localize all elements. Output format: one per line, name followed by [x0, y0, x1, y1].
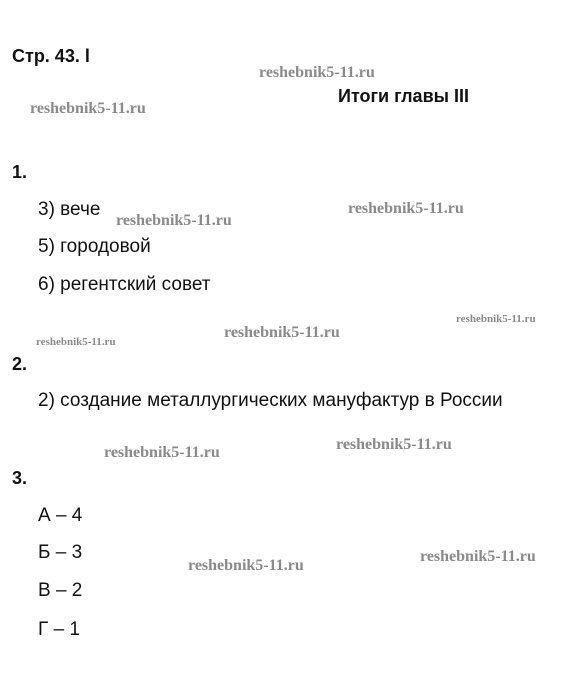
watermark: reshebnik5-11.ru [420, 548, 536, 565]
watermark: reshebnik5-11.ru [259, 64, 375, 81]
watermark: reshebnik5-11.ru [456, 313, 536, 325]
answer-3-4: Г – 1 [38, 619, 80, 640]
answer-3-1: А – 4 [38, 505, 83, 526]
question-number-1: 1. [12, 162, 28, 182]
chapter-title: Итоги главы III [338, 86, 470, 106]
watermark: reshebnik5-11.ru [336, 436, 452, 453]
answer-2-1: 2) создание металлургических мануфактур в России [38, 390, 503, 411]
page-reference: Стр. 43. l [12, 46, 90, 66]
answer-3-3: В – 2 [38, 580, 83, 601]
question-number-3: 3. [12, 468, 28, 488]
question-number-2: 2. [12, 354, 28, 374]
answer-1-3: 6) регентский совет [38, 274, 211, 295]
answer-3-2: Б – 3 [38, 542, 83, 563]
answer-1-1: 3) вече [38, 199, 101, 220]
watermark: reshebnik5-11.ru [348, 200, 464, 217]
watermark: reshebnik5-11.ru [188, 557, 304, 574]
watermark: reshebnik5-11.ru [116, 212, 232, 229]
watermark: reshebnik5-11.ru [224, 324, 340, 341]
watermark: reshebnik5-11.ru [36, 336, 116, 348]
watermark: reshebnik5-11.ru [104, 444, 220, 461]
watermark: reshebnik5-11.ru [30, 100, 146, 117]
answer-1-2: 5) городовой [38, 236, 151, 257]
